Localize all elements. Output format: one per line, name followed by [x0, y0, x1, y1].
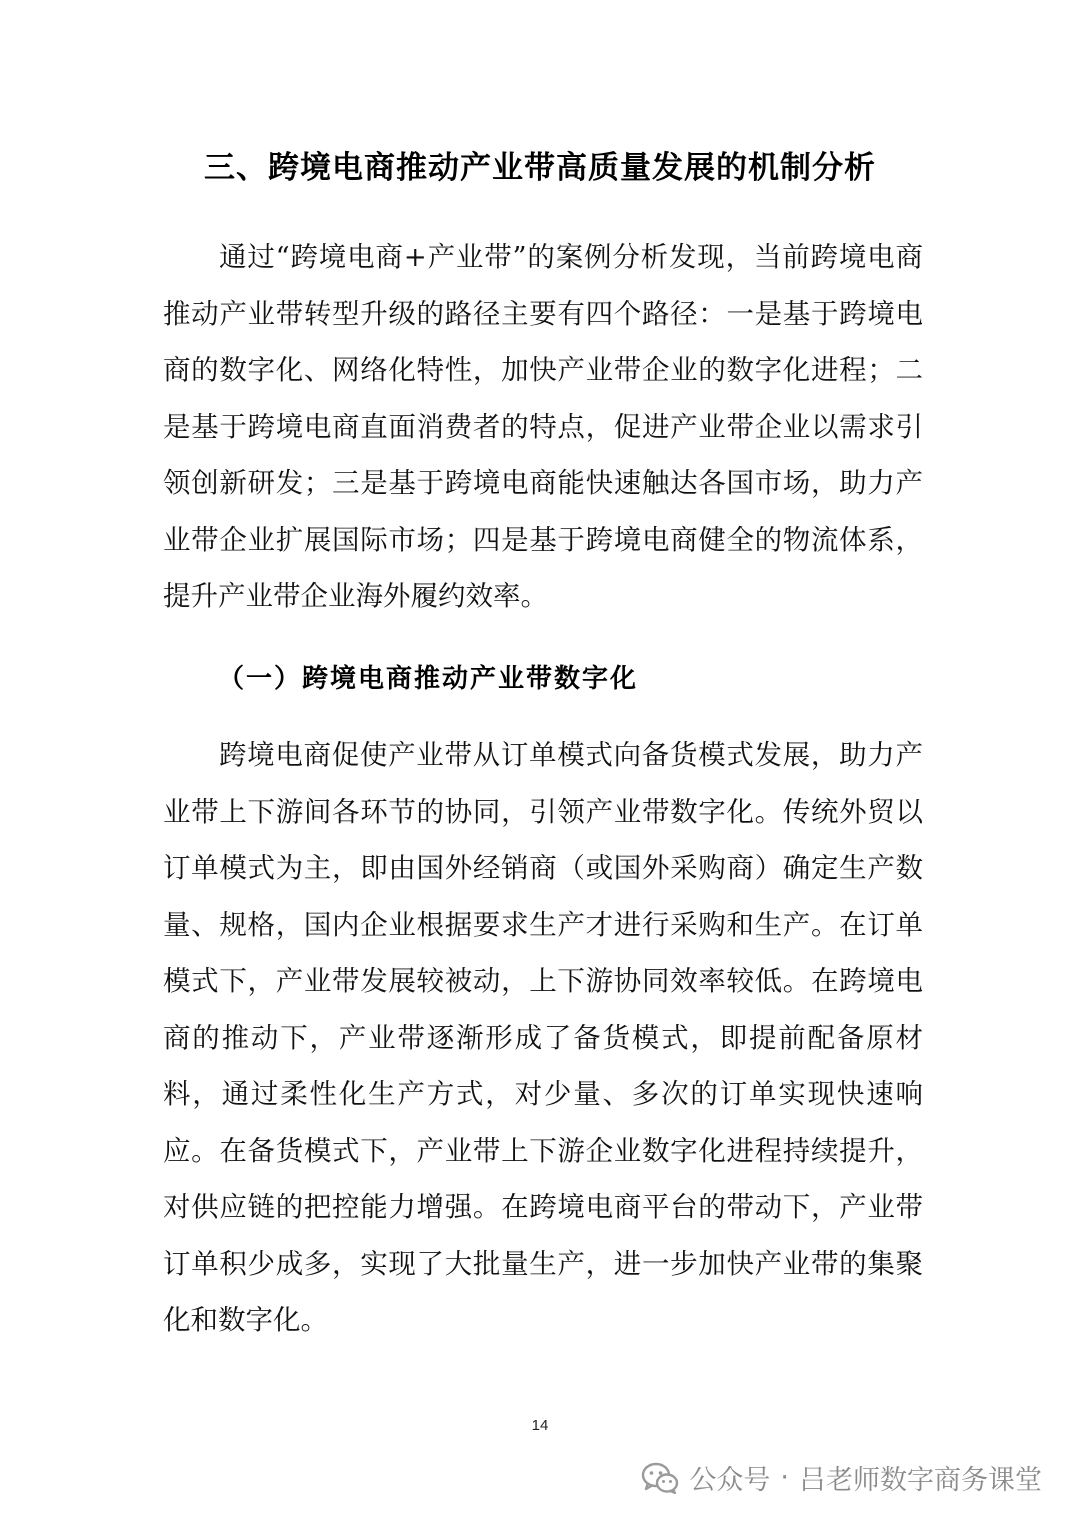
watermark-account: 吕老师数字商务课堂	[799, 1465, 1042, 1496]
body-paragraph-2: 跨境电商促使产业带从订单模式向备货模式发展，助力产业带上下游间各环节的协同，引领产业带数字化。传统外贸以订单模式为主，即由国外经销商（或国外采购商）确定生产数量、规格，国内企业根据要求生产才进行采购和生产。在订单模式下，产业带发展较被动，上下游协同效率较低。在跨境电商的推动下，产业带逐渐形成了备货模式，即提前配备原材料，通过柔性化生产方式，对少量、多次的订单实现快速响应。在备货模式下，产业带上下游企业数字化进程持续提升，对供应链的把控能力增强。在跨境电商平台的带动下，产业带订单积少成多，实现了大批量生产，进一步加快产业带的集聚化和数字化。	[163, 739, 923, 1336]
page-number: 14	[531, 1417, 549, 1434]
wechat-icon	[641, 1462, 679, 1494]
watermark-separator: ·	[780, 1462, 789, 1493]
watermark	[641, 1458, 1042, 1497]
body-paragraph-1: 通过“跨境电商+产业带”的案例分析发现，当前跨境电商推动产业带转型升级的路径主要有四个路径：一是基于跨境电商的数字化、网络化特性，加快产业带企业的数字化进程；二是基于跨境电商直面消费者的特点，促进产业带企业以需求引领创新研发；三是基于跨境电商能快速触达各国市场，助力产业带企业扩展国际市场；四是基于跨境电商健全的物流体系，提升产业带企业海外履约效率。	[163, 241, 923, 612]
section-title: 三、跨境电商推动产业带高质量发展的机制分析	[204, 150, 876, 186]
subsection-heading: （一）跨境电商推动产业带数字化	[218, 664, 639, 694]
watermark-prefix: 公众号	[689, 1465, 771, 1496]
